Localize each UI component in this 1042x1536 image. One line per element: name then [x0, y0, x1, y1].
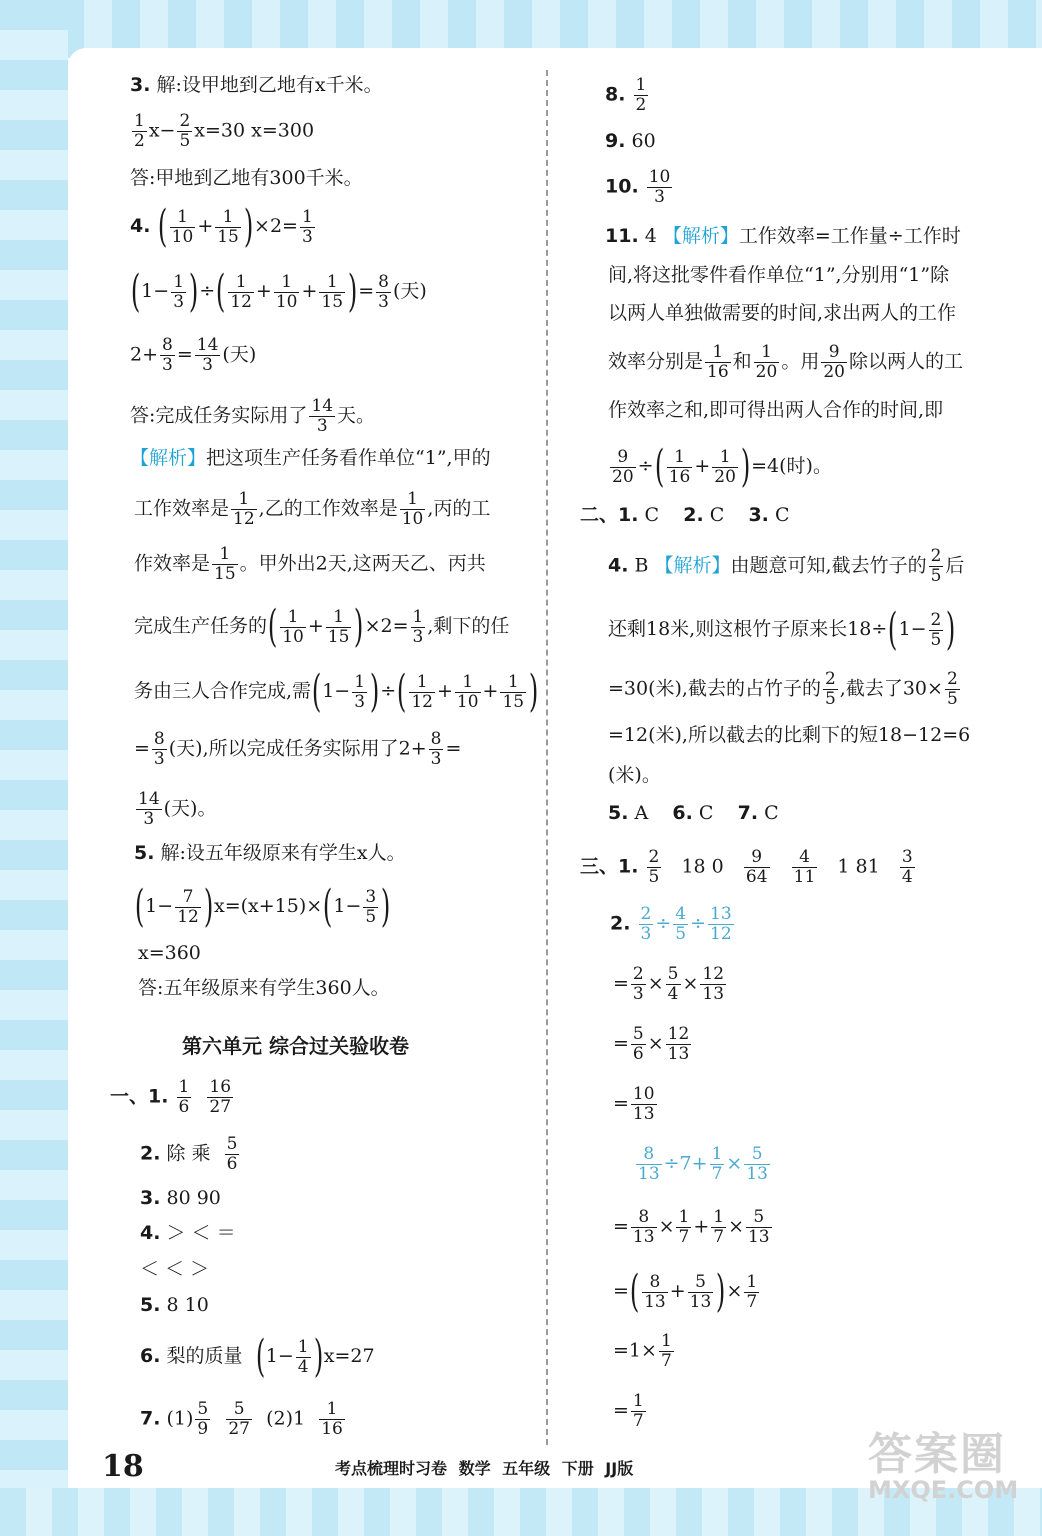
fraction: $\frac{1}{10}$ [275, 271, 298, 312]
s3-q2-expr1: 2. $\frac{2}{3}$ ÷ $\frac{4}{5}$ ÷ $\frac{13}{12}$ [610, 904, 732, 944]
fraction: $\frac{8}{13}$ [638, 1144, 660, 1184]
fraction: $\frac{1}{2}$ [635, 75, 647, 115]
s2-q5-7: 5. A 6. C 7. C [608, 802, 779, 824]
step: = $\frac{5}{6}$ × $\frac{12}{13}$ [613, 1024, 690, 1064]
q11-line4: 效率分别是 $\frac{1}{16}$ 和 $\frac{1}{20}$ 。用 $\frac{9}{20}$ 除以两人的工 [608, 342, 963, 382]
unit-title: 第六单元 综合过关验收卷 [182, 1034, 409, 1058]
fraction: $\frac{1}{7}$ [678, 1207, 690, 1247]
s1-q6: 6. 梨的质量 (1− $\frac{1}{4}$ )x=27 [140, 1331, 375, 1382]
fraction: $\frac{3}{5}$ [365, 886, 377, 927]
analysis-line4: 完成生产任务的( $\frac{1}{10}$ + $\frac{1}{15}$ )×2= $\frac{1}{3}$ ,剩下的任 [134, 601, 510, 652]
fraction: $\frac{8}{13}$ [632, 1207, 655, 1247]
fraction: $\frac{1}{10}$ [456, 671, 479, 712]
step: = $\frac{2}{3}$ × $\frac{5}{4}$ × $\frac{12}{13}$ [613, 964, 725, 1004]
step: =1× $\frac{1}{7}$ [613, 1331, 672, 1371]
q3-equation: $\frac{1}{2}$ x− $\frac{2}{5}$ x=30 x=300 [134, 111, 315, 151]
fraction: $\frac{1}{16}$ [707, 342, 729, 382]
fraction: $\frac{2}{5}$ [930, 609, 942, 650]
s1-q3: 3. 80 90 [140, 1187, 221, 1209]
q3-line: 3. 解:设甲地到乙地有x千米。 [130, 74, 383, 96]
fraction: $\frac{8}{13}$ [644, 1271, 666, 1312]
s2-q4-line3: =30(米),截去的占竹子的 $\frac{2}{5}$ ,截去了30× $\frac{2}{5}$ [608, 669, 958, 709]
analysis-tag: 【解析】 [130, 447, 207, 469]
analysis-tag: 【解析】 [654, 554, 731, 577]
s2-q4-line2: 还剩18米,则这根竹子原来长18÷(1− $\frac{2}{5}$ ) [608, 604, 956, 655]
fraction: $\frac{1}{16}$ [321, 1399, 343, 1439]
fraction: $\frac{5}{9}$ [197, 1399, 209, 1439]
s1-q2: 2. 除 乘 $\frac{5}{6}$ [140, 1134, 238, 1174]
fraction: $\frac{1}{10}$ [282, 606, 304, 647]
fraction: $\frac{2}{5}$ [930, 546, 942, 586]
fraction: $\frac{4}{5}$ [675, 904, 687, 944]
q3-answer: 答:甲地到乙地有300千米。 [130, 167, 363, 189]
q9: 9. 60 [605, 130, 656, 152]
fraction: $\frac{1}{10}$ [171, 206, 194, 247]
s3-q1: 三、1. $\frac{2}{5}$ 18 0 $\frac{9}{64}$ $\frac{4}{11}$ 1 81 $\frac{3}{4}$ [580, 847, 913, 887]
fraction: $\frac{12}{13}$ [667, 1024, 690, 1064]
analysis-line6: = $\frac{8}{3}$ (天),所以完成任务实际用了2+ $\frac{8}{3}$ = [134, 729, 462, 769]
fraction: $\frac{10}{3}$ [648, 167, 671, 207]
s1-q7: 7. (1) $\frac{5}{9}$ $\frac{5}{27}$ (2)1 $\frac{1}{16}$ [140, 1399, 343, 1439]
q5-answer: 答:五年级原来有学生360人。 [138, 977, 390, 999]
fraction: $\frac{5}{13}$ [689, 1271, 712, 1312]
fraction: $\frac{1}{12}$ [233, 489, 255, 529]
q10: 10. $\frac{10}{3}$ [605, 167, 671, 207]
fraction: $\frac{8}{3}$ [162, 335, 173, 375]
analysis-line5: 务由三人合作完成,需(1− $\frac{1}{3}$ )÷( $\frac{1}{12}$ + $\frac{1}{10}$ + $\frac{1}{15}$ ) [134, 666, 539, 717]
fraction: $\frac{5}{27}$ [228, 1399, 250, 1439]
fraction: $\frac{1}{20}$ [714, 446, 736, 487]
step: = $\frac{10}{13}$ [613, 1084, 655, 1124]
fraction: $\frac{1}{12}$ [411, 671, 433, 712]
fraction: $\frac{7}{12}$ [177, 886, 199, 927]
fraction: $\frac{1}{7}$ [713, 1207, 725, 1247]
fraction: $\frac{1}{10}$ [401, 489, 424, 529]
fraction: $\frac{8}{3}$ [378, 271, 389, 312]
fraction: $\frac{1}{7}$ [632, 1391, 644, 1431]
fraction: $\frac{1}{15}$ [502, 671, 525, 712]
analysis-tag: 【解析】 [662, 225, 739, 247]
book-footer: 考点梳理时习卷 数学 五年级 下册 JJ版 [335, 1459, 634, 1478]
q5-line: 5. 解:设五年级原来有学生x人。 [134, 842, 406, 864]
fraction: $\frac{3}{4}$ [901, 847, 913, 887]
s2-q1-3: 二、1. C 2. C 3. C [580, 504, 790, 526]
fraction: $\frac{1}{3}$ [173, 271, 185, 312]
fraction: $\frac{1}{15}$ [214, 544, 236, 584]
fraction: $\frac{14}{3}$ [196, 335, 219, 375]
step: = $\frac{8}{13}$ × $\frac{1}{7}$ + $\frac{1}{7}$ × $\frac{5}{13}$ [613, 1207, 770, 1247]
s2-q4-line1: 4. B 【解析】由题意可知,截去竹子的 $\frac{2}{5}$ 后 [608, 546, 965, 586]
analysis-line3: 作效率是 $\frac{1}{15}$ 。甲外出2天,这两天乙、丙共 [134, 544, 486, 584]
s3-q2-expr2: $\frac{8}{13}$ ÷7+ $\frac{1}{7}$ × $\frac{5}{13}$ [638, 1144, 768, 1184]
fraction: $\frac{5}{4}$ [667, 964, 679, 1004]
fraction: $\frac{1}{7}$ [711, 1144, 723, 1184]
s2-q4-line5: (米)。 [608, 764, 661, 786]
q4-line3: 2+ $\frac{8}{3}$ = $\frac{14}{3}$ (天) [130, 335, 257, 375]
fraction: $\frac{2}{5}$ [946, 669, 958, 709]
q8: 8. $\frac{1}{2}$ [605, 75, 647, 115]
fraction: $\frac{9}{20}$ [823, 342, 845, 382]
fraction: $\frac{9}{20}$ [612, 446, 634, 487]
fraction: $\frac{2}{5}$ [179, 111, 191, 151]
fraction: $\frac{1}{3}$ [412, 606, 424, 647]
q5-solution: x=360 [138, 942, 201, 964]
fraction: $\frac{10}{13}$ [632, 1084, 655, 1124]
fraction: $\frac{9}{64}$ [745, 847, 768, 887]
watermark-logo: 答案圈 MXQE.COM [868, 1429, 1019, 1504]
fraction: $\frac{1}{7}$ [660, 1331, 672, 1371]
fraction: $\frac{1}{15}$ [321, 271, 344, 312]
s1-q1: 一、1. $\frac{1}{6}$ $\frac{16}{27}$ [110, 1077, 232, 1117]
fraction: $\frac{2}{5}$ [824, 669, 836, 709]
fraction: $\frac{5}{13}$ [747, 1207, 770, 1247]
fraction: $\frac{1}{3}$ [301, 206, 313, 247]
fraction: $\frac{8}{3}$ [430, 729, 442, 769]
decorative-border-left [0, 0, 68, 1536]
q11-line6: $\frac{9}{20}$ ÷( $\frac{1}{16}$ + $\frac{1}{20}$ )=4(时)。 [612, 441, 832, 492]
fraction: $\frac{1}{12}$ [230, 271, 252, 312]
step: =( $\frac{8}{13}$ + $\frac{5}{13}$ )× $\frac{1}{7}$ [613, 1266, 758, 1317]
fraction: $\frac{5}{13}$ [746, 1144, 768, 1184]
fraction: $\frac{1}{15}$ [327, 606, 350, 647]
fraction: $\frac{13}{12}$ [710, 904, 732, 944]
q11-line3: 以两人单独做需要的时间,求出两人的工作 [608, 302, 957, 324]
s1-q5: 5. 8 10 [140, 1294, 209, 1316]
q4-answer: 答:完成任务实际用了 $\frac{14}{3}$ 天。 [130, 396, 376, 436]
fraction: $\frac{1}{3}$ [354, 671, 366, 712]
fraction: $\frac{2}{3}$ [632, 964, 644, 1004]
fraction: $\frac{1}{15}$ [217, 206, 239, 247]
s1-q4: 4. ＞ ＜ ＝ [140, 1222, 236, 1244]
fraction: $\frac{5}{6}$ [632, 1024, 644, 1064]
fraction: $\frac{4}{11}$ [793, 847, 816, 887]
fraction: $\frac{1}{6}$ [178, 1077, 190, 1117]
q5-equation: (1− $\frac{7}{12}$ )x=(x+15)×(1− $\frac{3}{5}$ ) [134, 881, 391, 932]
step: = $\frac{1}{7}$ [613, 1391, 644, 1431]
q11-line2: 间,将这批零件看作单位“1”,分别用“1”除 [608, 264, 950, 286]
analysis-line2: 工作效率是 $\frac{1}{12}$ ,乙的工作效率是 $\frac{1}{10}$ ,丙的工 [134, 489, 491, 529]
fraction: $\frac{1}{2}$ [134, 111, 145, 151]
fraction: $\frac{1}{16}$ [668, 446, 691, 487]
q11-line5: 作效率之和,即可得出两人合作的时间,即 [608, 399, 944, 421]
fraction: $\frac{14}{3}$ [138, 789, 160, 829]
fraction: $\frac{12}{13}$ [702, 964, 725, 1004]
s1-q4-row2: ＜ ＜ ＞ [140, 1258, 210, 1280]
fraction: $\frac{2}{5}$ [648, 847, 660, 887]
fraction: $\frac{1}{20}$ [755, 342, 778, 382]
column-divider [546, 70, 548, 1445]
fraction: $\frac{1}{7}$ [746, 1271, 758, 1312]
s2-q4-line4: =12(米),所以截去的比剩下的短18−12=6 [608, 724, 971, 746]
fraction: $\frac{2}{3}$ [640, 904, 652, 944]
q4-line2: (1− $\frac{1}{3}$ )÷( $\frac{1}{12}$ + $\frac{1}{10}$ + $\frac{1}{15}$ )= $\frac{8}{3}$ (天) [130, 266, 427, 317]
fraction: $\frac{14}{3}$ [311, 396, 334, 436]
analysis-line7: $\frac{14}{3}$ (天)。 [138, 789, 217, 829]
fraction: $\frac{5}{6}$ [226, 1134, 238, 1174]
fraction: $\frac{1}{4}$ [297, 1336, 309, 1377]
page-number: 18 [102, 1449, 144, 1484]
q11-line1: 11. 4 【解析】工作效率=工作量÷工作时 [605, 225, 961, 247]
q4-line1: 4. ( $\frac{1}{10}$ + $\frac{1}{15}$ )×2= $\frac{1}{3}$ [130, 201, 313, 252]
fraction: $\frac{8}{3}$ [153, 729, 165, 769]
fraction: $\frac{16}{27}$ [209, 1077, 232, 1117]
analysis-line1: 【解析】把这项生产任务看作单位“1”,甲的 [130, 447, 491, 469]
